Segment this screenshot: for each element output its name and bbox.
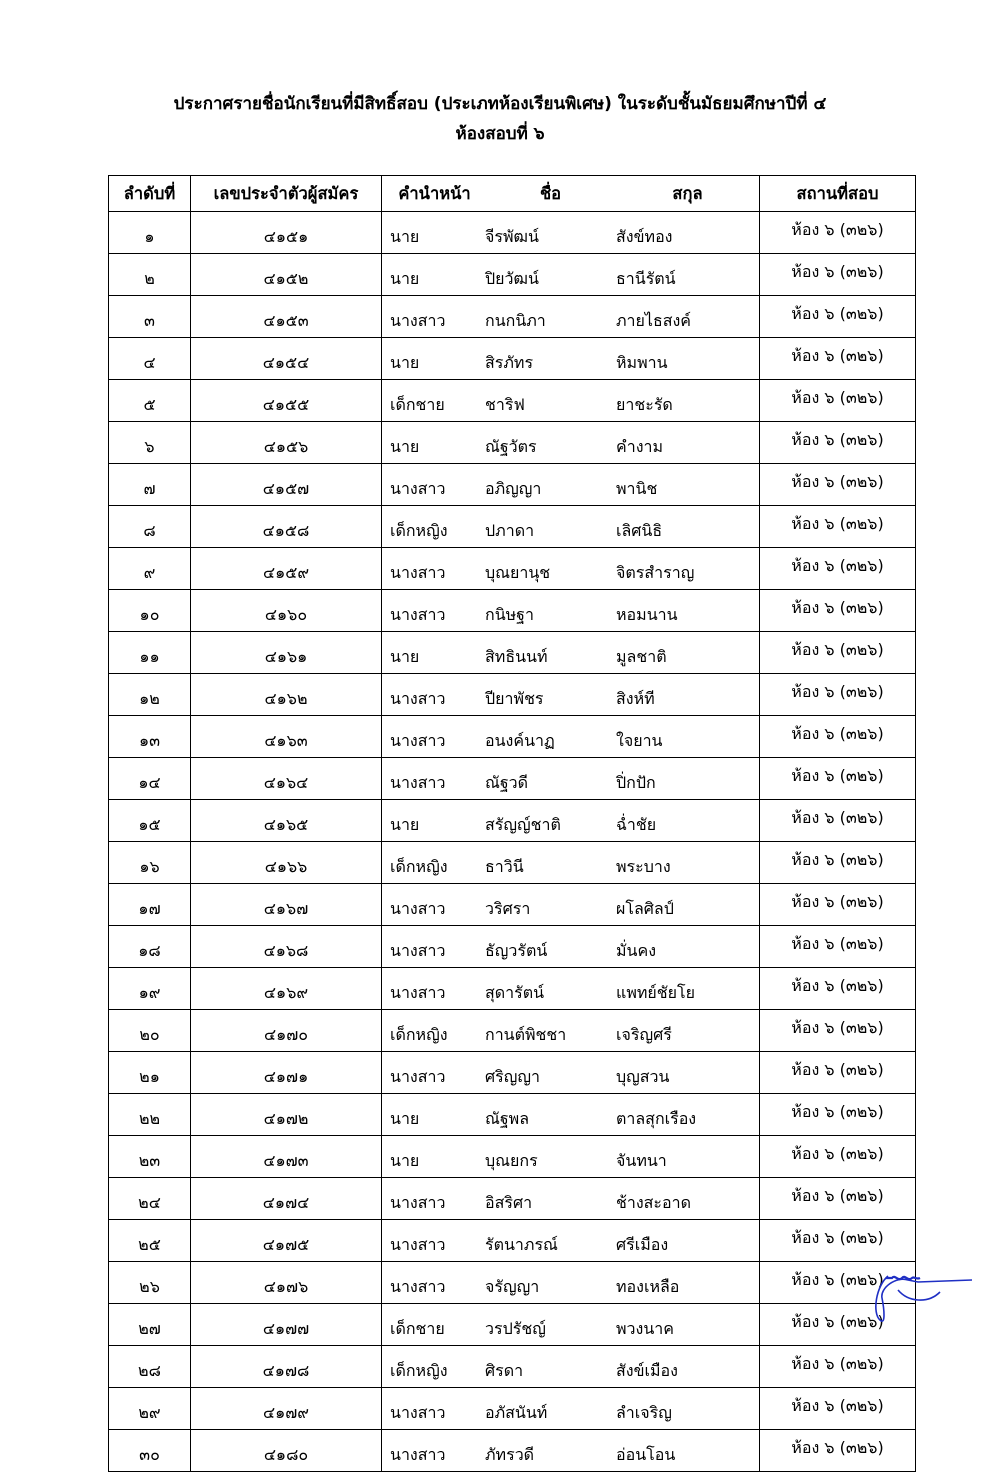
- cell-last-name: สิงห์ที: [616, 689, 655, 708]
- cell-name-group: [382, 716, 760, 758]
- cell-no: ๑๔: [109, 758, 191, 800]
- header-last-name: สกุล: [672, 183, 703, 203]
- header-applicant-id: เลขประจำตัวผู้สมัคร: [191, 176, 382, 212]
- cell-prefix: นางสาว: [390, 731, 446, 750]
- cell-prefix: นาย: [390, 353, 420, 372]
- cell-last-name: หิมพาน: [616, 353, 668, 372]
- cell-last-name: พานิช: [616, 479, 658, 498]
- cell-prefix: นางสาว: [390, 1403, 446, 1422]
- cell-name-group: [382, 1010, 760, 1052]
- table-row: [109, 1052, 916, 1094]
- cell-prefix: นางสาว: [390, 983, 446, 1002]
- cell-prefix: นางสาว: [390, 563, 446, 582]
- cell-first-name: ศิรดา: [485, 1361, 524, 1380]
- cell-last-name: จิตรสำราญ: [616, 563, 695, 582]
- cell-name-group: [382, 1430, 760, 1472]
- cell-applicant-id: ๔๑๗๙: [191, 1388, 382, 1430]
- cell-name-group: [382, 296, 760, 338]
- cell-prefix: เด็กหญิง: [390, 1025, 448, 1044]
- cell-location: ห้อง ๖ (๓๒๖): [760, 800, 916, 842]
- cell-last-name: ภายไธสงค์: [616, 311, 691, 330]
- cell-no: ๒๘: [109, 1346, 191, 1388]
- cell-name-group: [382, 254, 760, 296]
- cell-prefix: นางสาว: [390, 1193, 446, 1212]
- cell-first-name: ชาริฟ: [485, 395, 525, 414]
- cell-applicant-id: ๔๑๕๕: [191, 380, 382, 422]
- cell-no: ๒๔: [109, 1178, 191, 1220]
- cell-location: ห้อง ๖ (๓๒๖): [760, 1136, 916, 1178]
- cell-first-name: อิสริศา: [485, 1193, 533, 1212]
- cell-last-name: คำงาม: [616, 437, 664, 456]
- cell-location: ห้อง ๖ (๓๒๖): [760, 758, 916, 800]
- cell-last-name: มูลชาติ: [616, 647, 667, 666]
- cell-first-name: จีรพัฒน์: [485, 227, 539, 246]
- cell-applicant-id: ๔๑๖๐: [191, 590, 382, 632]
- cell-applicant-id: ๔๑๕๒: [191, 254, 382, 296]
- cell-location: ห้อง ๖ (๓๒๖): [760, 968, 916, 1010]
- cell-first-name: บุณยานุช: [485, 563, 551, 582]
- header-first-name: ชื่อ: [539, 183, 562, 203]
- header-location: สถานที่สอบ: [760, 176, 916, 212]
- cell-location: ห้อง ๖ (๓๒๖): [760, 296, 916, 338]
- cell-first-name: กานต์พิชชา: [485, 1025, 567, 1044]
- table-row: [109, 1010, 916, 1052]
- cell-applicant-id: ๔๑๗๘: [191, 1346, 382, 1388]
- cell-location: ห้อง ๖ (๓๒๖): [760, 716, 916, 758]
- cell-prefix: นางสาว: [390, 311, 446, 330]
- cell-no: ๑๖: [109, 842, 191, 884]
- cell-first-name: อภิญญา: [485, 479, 542, 498]
- cell-no: ๓๐: [109, 1430, 191, 1472]
- cell-prefix: นางสาว: [390, 1277, 446, 1296]
- cell-last-name: ฉ่ำชัย: [616, 815, 657, 834]
- table-row: [109, 716, 916, 758]
- cell-first-name: ศริญญา: [485, 1067, 540, 1086]
- cell-no: ๕: [109, 380, 191, 422]
- cell-prefix: นางสาว: [390, 1235, 446, 1254]
- cell-location: ห้อง ๖ (๓๒๖): [760, 548, 916, 590]
- cell-prefix: นางสาว: [390, 689, 446, 708]
- cell-location: ห้อง ๖ (๓๒๖): [760, 1304, 916, 1346]
- cell-first-name: ธัญวรัตน์: [485, 941, 548, 960]
- cell-no: ๓: [109, 296, 191, 338]
- cell-name-group: [382, 1178, 760, 1220]
- cell-prefix: นาย: [390, 647, 420, 666]
- cell-last-name: มั่นคง: [616, 941, 656, 960]
- cell-first-name: อภัสนันท์: [485, 1403, 548, 1422]
- document-title: ประกาศรายชื่อนักเรียนที่มีสิทธิ์สอบ (ประเภทห้องเรียนพิเศษ) ในระดับชั้นมัธยมศึกษาปีที่ ๔: [173, 94, 827, 114]
- cell-applicant-id: ๔๑๘๐: [191, 1430, 382, 1472]
- table-row: [109, 1178, 916, 1220]
- cell-applicant-id: ๔๑๕๗: [191, 464, 382, 506]
- cell-name-group: [382, 212, 760, 254]
- cell-location: ห้อง ๖ (๓๒๖): [760, 1430, 916, 1472]
- table-row: [109, 1220, 916, 1262]
- cell-name-group: [382, 338, 760, 380]
- cell-first-name: บุณยกร: [485, 1151, 538, 1170]
- cell-first-name: สิทธินนท์: [485, 647, 548, 666]
- cell-location: ห้อง ๖ (๓๒๖): [760, 842, 916, 884]
- table-row: [109, 1262, 916, 1304]
- cell-applicant-id: ๔๑๖๒: [191, 674, 382, 716]
- cell-no: ๑๗: [109, 884, 191, 926]
- cell-last-name: หอมนาน: [616, 605, 678, 624]
- cell-last-name: ตาลสุกเรือง: [616, 1109, 697, 1128]
- table-row: [109, 1346, 916, 1388]
- cell-prefix: นาย: [390, 1109, 420, 1128]
- cell-name-group: [382, 800, 760, 842]
- table-row: [109, 1136, 916, 1178]
- cell-prefix: เด็กหญิง: [390, 521, 448, 540]
- cell-no: ๑๓: [109, 716, 191, 758]
- table-row: [109, 674, 916, 716]
- document-subtitle-exam-room: ห้องสอบที่ ๖: [455, 124, 545, 144]
- cell-name-group: [382, 632, 760, 674]
- cell-last-name: เลิศนิธิ: [616, 521, 663, 540]
- cell-location: ห้อง ๖ (๓๒๖): [760, 1388, 916, 1430]
- cell-name-group: [382, 548, 760, 590]
- cell-no: ๒๐: [109, 1010, 191, 1052]
- student-roster-table: [108, 175, 916, 1472]
- table-row: [109, 506, 916, 548]
- cell-name-group: [382, 1094, 760, 1136]
- cell-no: ๖: [109, 422, 191, 464]
- cell-applicant-id: ๔๑๕๙: [191, 548, 382, 590]
- cell-name-group: [382, 1052, 760, 1094]
- table-row: [109, 296, 916, 338]
- cell-applicant-id: ๔๑๖๕: [191, 800, 382, 842]
- cell-first-name: ณัฐวัตร: [485, 437, 537, 456]
- cell-no: ๑๑: [109, 632, 191, 674]
- cell-applicant-id: ๔๑๕๔: [191, 338, 382, 380]
- cell-name-group: [382, 590, 760, 632]
- cell-no: ๒: [109, 254, 191, 296]
- cell-first-name: กนิษฐา: [485, 605, 534, 624]
- cell-first-name: ปียาพัชร: [485, 689, 544, 708]
- cell-applicant-id: ๔๑๗๗: [191, 1304, 382, 1346]
- cell-location: ห้อง ๖ (๓๒๖): [760, 926, 916, 968]
- cell-applicant-id: ๔๑๗๖: [191, 1262, 382, 1304]
- cell-prefix: นาย: [390, 227, 420, 246]
- cell-applicant-id: ๔๑๕๖: [191, 422, 382, 464]
- cell-location: ห้อง ๖ (๓๒๖): [760, 590, 916, 632]
- table-row: [109, 884, 916, 926]
- cell-first-name: สรัญญ์ชาติ: [485, 815, 561, 834]
- table-header-row: [109, 176, 916, 212]
- cell-location: ห้อง ๖ (๓๒๖): [760, 884, 916, 926]
- cell-applicant-id: ๔๑๗๔: [191, 1178, 382, 1220]
- cell-last-name: ช้างสะอาด: [616, 1193, 691, 1212]
- header-no: ลำดับที่: [109, 176, 191, 212]
- cell-first-name: ณัฐพล: [485, 1109, 530, 1128]
- cell-applicant-id: ๔๑๕๑: [191, 212, 382, 254]
- table-row: [109, 1094, 916, 1136]
- table-row: [109, 254, 916, 296]
- cell-first-name: สิรภัทร: [485, 353, 534, 372]
- header-name-group: [382, 176, 760, 212]
- cell-location: ห้อง ๖ (๓๒๖): [760, 1346, 916, 1388]
- cell-no: ๗: [109, 464, 191, 506]
- cell-prefix: นางสาว: [390, 941, 446, 960]
- cell-no: ๔: [109, 338, 191, 380]
- cell-name-group: [382, 1136, 760, 1178]
- cell-no: ๒๑: [109, 1052, 191, 1094]
- cell-name-group: [382, 842, 760, 884]
- cell-prefix: นางสาว: [390, 605, 446, 624]
- cell-no: ๒๕: [109, 1220, 191, 1262]
- cell-name-group: [382, 464, 760, 506]
- cell-location: ห้อง ๖ (๓๒๖): [760, 380, 916, 422]
- table-row: [109, 590, 916, 632]
- cell-first-name: รัตนาภรณ์: [485, 1235, 558, 1254]
- table-row: [109, 1388, 916, 1430]
- cell-last-name: ทองเหลือ: [616, 1277, 680, 1296]
- cell-applicant-id: ๔๑๖๓: [191, 716, 382, 758]
- cell-last-name: ยาชะรัด: [616, 395, 673, 414]
- cell-name-group: [382, 926, 760, 968]
- cell-location: ห้อง ๖ (๓๒๖): [760, 632, 916, 674]
- cell-last-name: อ่อนโอน: [616, 1445, 676, 1464]
- cell-last-name: พวงนาค: [616, 1319, 674, 1338]
- cell-first-name: สุดารัตน์: [485, 983, 545, 1002]
- cell-applicant-id: ๔๑๗๕: [191, 1220, 382, 1262]
- cell-applicant-id: ๔๑๖๔: [191, 758, 382, 800]
- cell-location: ห้อง ๖ (๓๒๖): [760, 1094, 916, 1136]
- cell-prefix: นาย: [390, 815, 420, 834]
- cell-prefix: นางสาว: [390, 773, 446, 792]
- cell-first-name: จรัญญา: [485, 1277, 540, 1296]
- cell-name-group: [382, 380, 760, 422]
- cell-name-group: [382, 1388, 760, 1430]
- table-row: [109, 1430, 916, 1472]
- cell-first-name: ณัฐวดี: [485, 773, 529, 792]
- cell-prefix: นาย: [390, 269, 420, 288]
- table-row: [109, 632, 916, 674]
- cell-applicant-id: ๔๑๖๖: [191, 842, 382, 884]
- cell-location: ห้อง ๖ (๓๒๖): [760, 464, 916, 506]
- cell-applicant-id: ๔๑๖๑: [191, 632, 382, 674]
- cell-first-name: วรปรัชญ์: [485, 1319, 546, 1338]
- table-row: [109, 842, 916, 884]
- cell-location: ห้อง ๖ (๓๒๖): [760, 1010, 916, 1052]
- cell-first-name: ปิยวัฒน์: [485, 269, 539, 288]
- cell-name-group: [382, 758, 760, 800]
- cell-last-name: พระบาง: [616, 857, 671, 876]
- cell-no: ๑๕: [109, 800, 191, 842]
- cell-last-name: จันทนา: [616, 1151, 667, 1170]
- cell-prefix: นาย: [390, 437, 420, 456]
- table-row: [109, 926, 916, 968]
- cell-applicant-id: ๔๑๖๘: [191, 926, 382, 968]
- cell-last-name: ปิ่กปัก: [616, 773, 656, 792]
- cell-first-name: ปภาดา: [485, 521, 535, 540]
- header-prefix: คำนำหน้า: [398, 183, 471, 203]
- table-body: [109, 212, 916, 1472]
- cell-prefix: นางสาว: [390, 1067, 446, 1086]
- cell-first-name: กนกนิภา: [485, 311, 546, 330]
- cell-no: ๑๒: [109, 674, 191, 716]
- cell-name-group: [382, 422, 760, 464]
- table-row: [109, 548, 916, 590]
- table-row: [109, 758, 916, 800]
- cell-last-name: ธานีรัตน์: [616, 269, 676, 288]
- cell-no: ๑: [109, 212, 191, 254]
- cell-last-name: ผโลศิลป์: [616, 899, 674, 918]
- table-row: [109, 800, 916, 842]
- cell-applicant-id: ๔๑๗๑: [191, 1052, 382, 1094]
- cell-last-name: ศรีเมือง: [616, 1235, 669, 1254]
- cell-prefix: นางสาว: [390, 1445, 446, 1464]
- cell-applicant-id: ๔๑๖๙: [191, 968, 382, 1010]
- cell-location: ห้อง ๖ (๓๒๖): [760, 1220, 916, 1262]
- cell-first-name: ภัทรวดี: [485, 1445, 535, 1464]
- cell-name-group: [382, 674, 760, 716]
- cell-prefix: เด็กหญิง: [390, 1361, 448, 1380]
- cell-first-name: ธาวินี: [485, 857, 524, 876]
- cell-name-group: [382, 1304, 760, 1346]
- cell-name-group: [382, 1220, 760, 1262]
- cell-first-name: วริศรา: [485, 899, 531, 918]
- cell-prefix: นางสาว: [390, 899, 446, 918]
- table-row: [109, 968, 916, 1010]
- cell-no: ๒๖: [109, 1262, 191, 1304]
- cell-location: ห้อง ๖ (๓๒๖): [760, 674, 916, 716]
- cell-name-group: [382, 1346, 760, 1388]
- cell-name-group: [382, 1262, 760, 1304]
- cell-location: ห้อง ๖ (๓๒๖): [760, 1052, 916, 1094]
- cell-prefix: เด็กชาย: [390, 395, 445, 414]
- cell-last-name: บุญสวน: [616, 1067, 670, 1086]
- cell-applicant-id: ๔๑๖๗: [191, 884, 382, 926]
- cell-last-name: สังข์เมือง: [616, 1361, 678, 1380]
- cell-prefix: นาย: [390, 1151, 420, 1170]
- cell-location: ห้อง ๖ (๓๒๖): [760, 254, 916, 296]
- cell-no: ๑๐: [109, 590, 191, 632]
- cell-no: ๑๘: [109, 926, 191, 968]
- cell-applicant-id: ๔๑๗๒: [191, 1094, 382, 1136]
- cell-name-group: [382, 968, 760, 1010]
- cell-prefix: เด็กชาย: [390, 1319, 445, 1338]
- cell-location: ห้อง ๖ (๓๒๖): [760, 1178, 916, 1220]
- cell-no: ๒๙: [109, 1388, 191, 1430]
- table-row: [109, 338, 916, 380]
- cell-location: ห้อง ๖ (๓๒๖): [760, 506, 916, 548]
- cell-location: ห้อง ๖ (๓๒๖): [760, 338, 916, 380]
- signature-mark: [868, 1268, 978, 1328]
- table-row: [109, 422, 916, 464]
- cell-last-name: แพทย์ชัยโย: [616, 983, 695, 1002]
- cell-last-name: สังข์ทอง: [616, 227, 673, 246]
- cell-first-name: อนงค์นาฏ: [485, 731, 555, 750]
- cell-applicant-id: ๔๑๕๓: [191, 296, 382, 338]
- cell-last-name: เจริญศรี: [616, 1025, 672, 1044]
- cell-last-name: ใจยาน: [616, 731, 663, 750]
- cell-prefix: นางสาว: [390, 479, 446, 498]
- cell-no: ๙: [109, 548, 191, 590]
- cell-no: ๑๙: [109, 968, 191, 1010]
- cell-prefix: เด็กหญิง: [390, 857, 448, 876]
- cell-no: ๒๗: [109, 1304, 191, 1346]
- cell-location: ห้อง ๖ (๓๒๖): [760, 1262, 916, 1304]
- table-row: [109, 380, 916, 422]
- cell-applicant-id: ๔๑๕๘: [191, 506, 382, 548]
- cell-applicant-id: ๔๑๗๓: [191, 1136, 382, 1178]
- cell-location: ห้อง ๖ (๓๒๖): [760, 212, 916, 254]
- cell-no: ๘: [109, 506, 191, 548]
- table-row: [109, 464, 916, 506]
- cell-name-group: [382, 884, 760, 926]
- cell-no: ๒๒: [109, 1094, 191, 1136]
- cell-last-name: ลำเจริญ: [616, 1403, 672, 1422]
- cell-name-group: [382, 506, 760, 548]
- cell-applicant-id: ๔๑๗๐: [191, 1010, 382, 1052]
- table-row: [109, 212, 916, 254]
- table-row: [109, 1304, 916, 1346]
- cell-location: ห้อง ๖ (๓๒๖): [760, 422, 916, 464]
- cell-no: ๒๓: [109, 1136, 191, 1178]
